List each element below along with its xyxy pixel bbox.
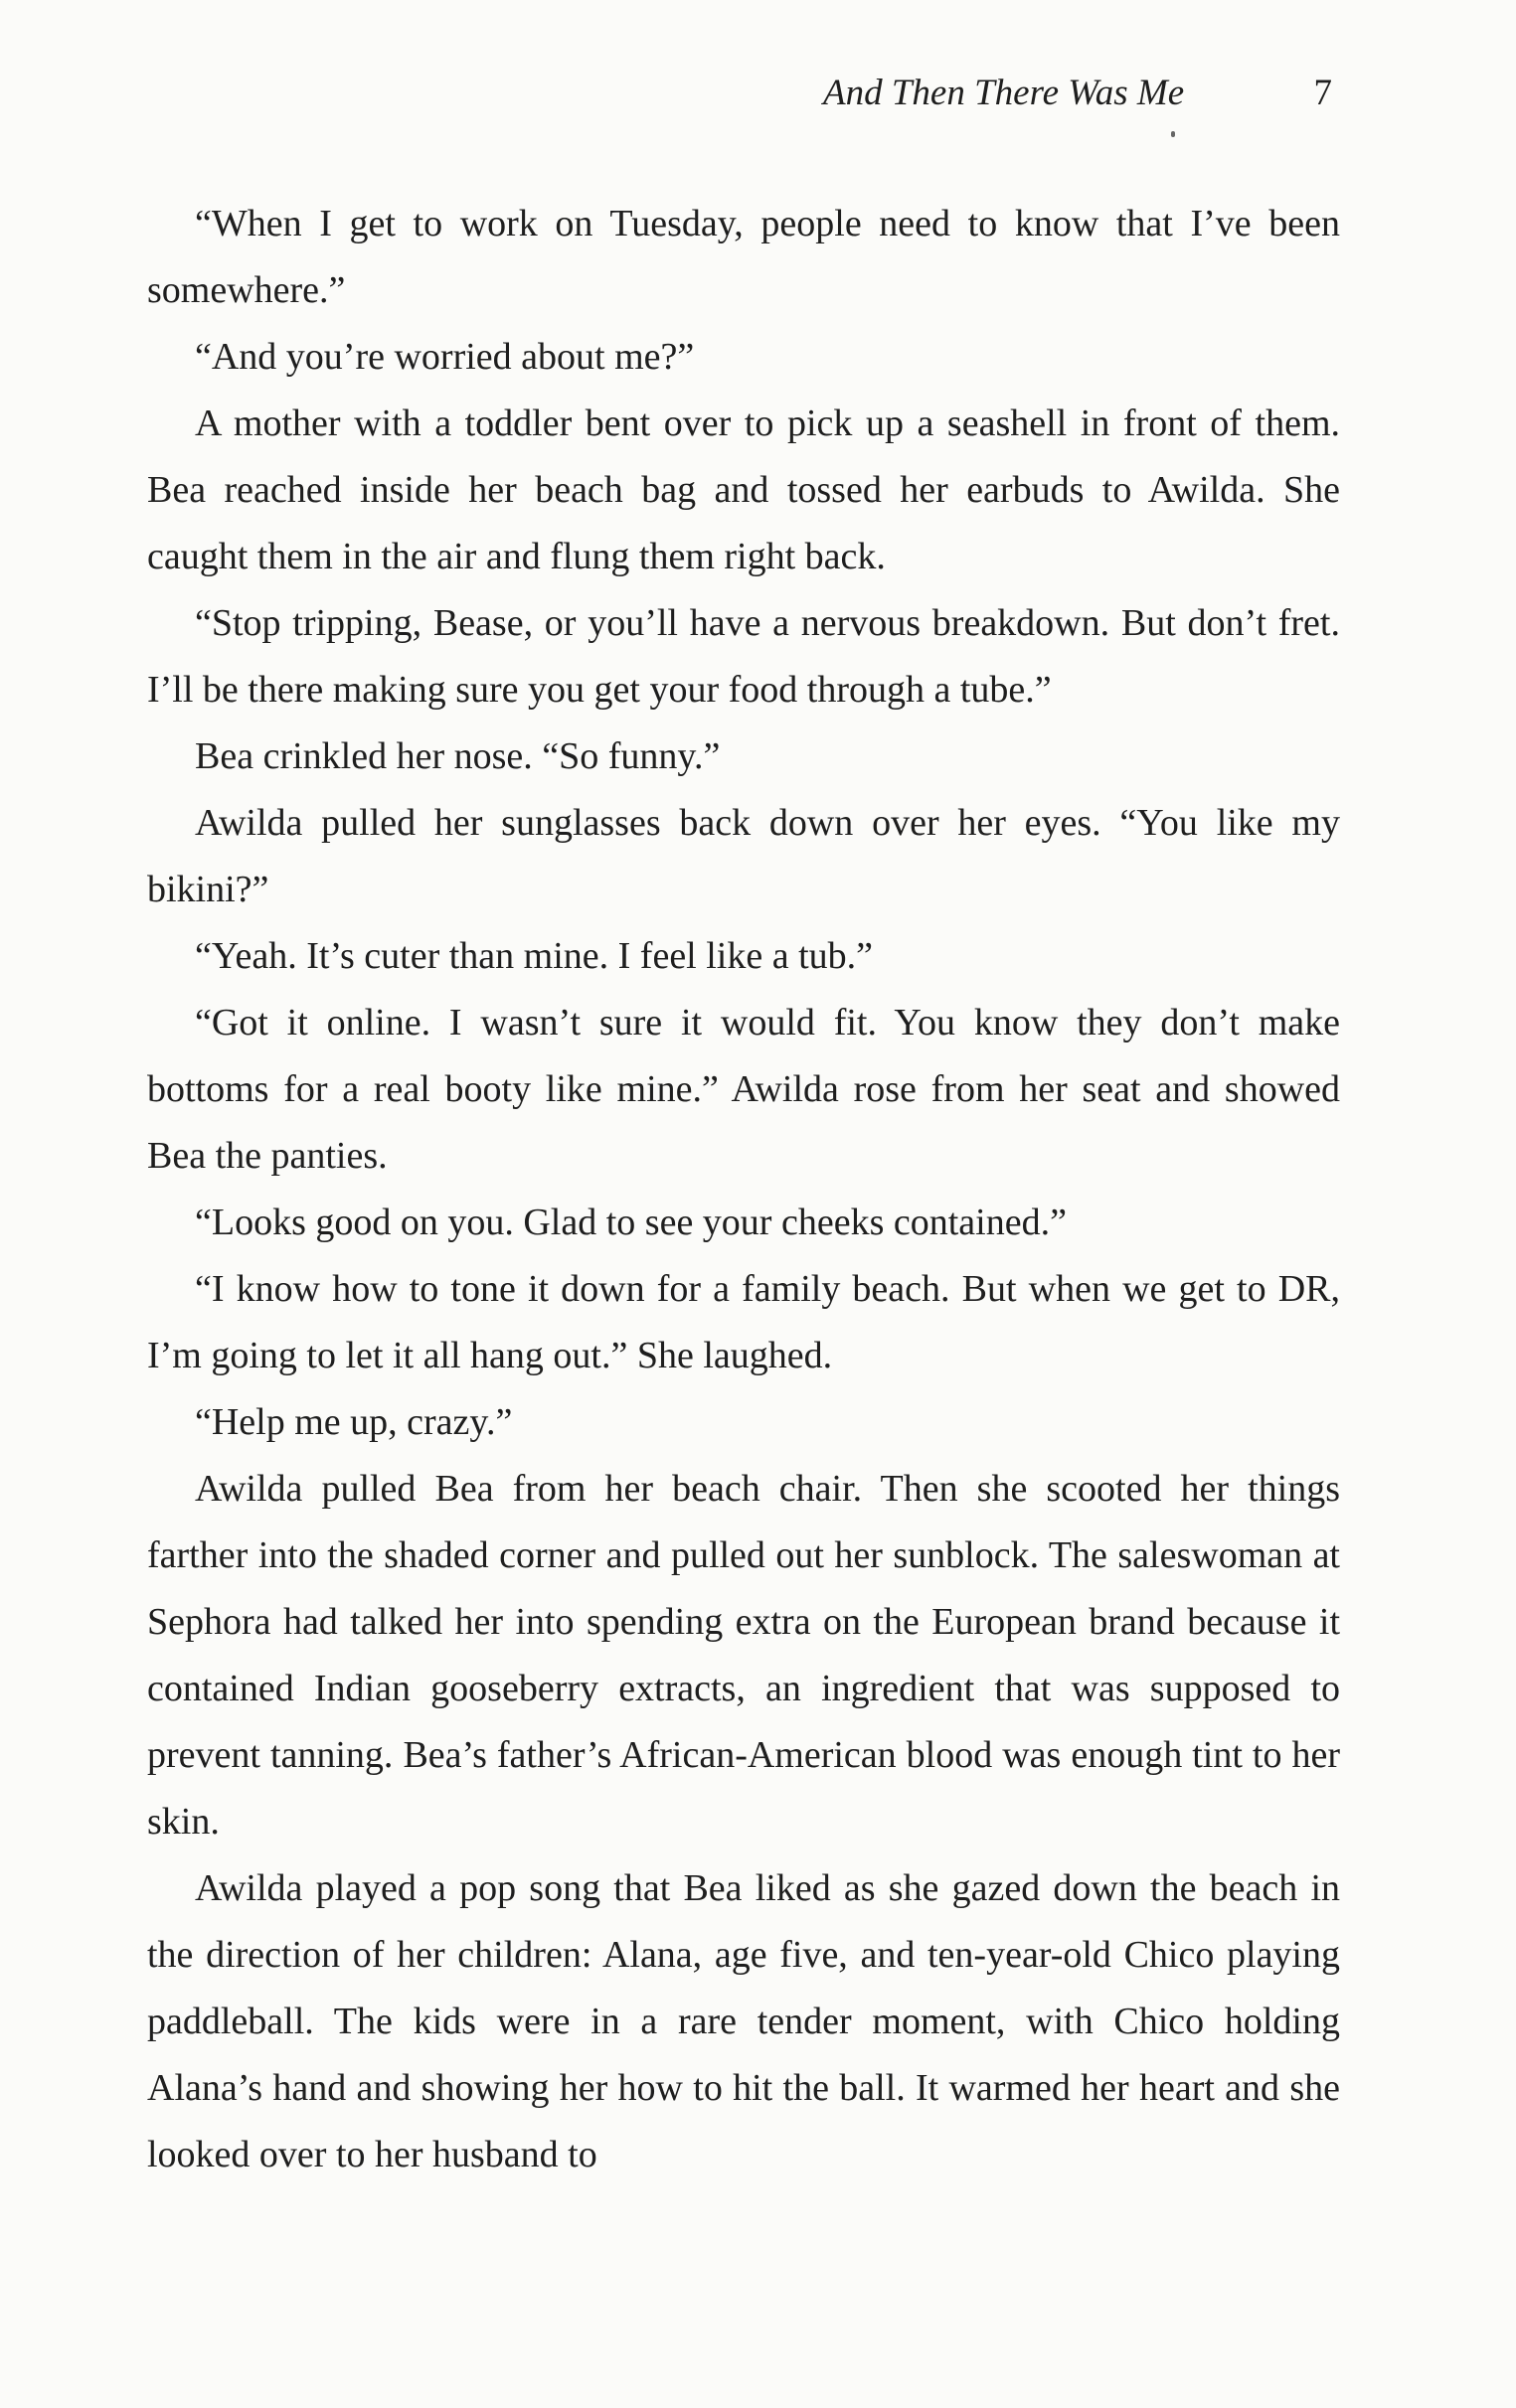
paragraph: “Got it online. I wasn’t sure it would fit. You know they don’t make bottoms for a real booty like mine.” Awilda rose from her seat and showed Bea the panties. — [147, 1002, 1340, 1177]
paragraph: A mother with a toddler bent over to pick up a seashell in front of them. Bea reached inside her beach bag and tossed her earbuds to Awilda. She caught them in the air and flung them right back. — [147, 402, 1340, 577]
running-head — [815, 68, 1337, 127]
paragraph: “I know how to tone it down for a family beach. But when we get to DR, I’m going to let it all hang out.” She laughed. — [147, 1268, 1340, 1376]
paragraph: “Looks good on you. Glad to see your cheeks contained.” — [195, 1202, 1067, 1243]
page-number: 7 — [1313, 73, 1332, 113]
paragraph: Awilda pulled her sunglasses back down over her eyes. “You like my bikini?” — [147, 802, 1340, 910]
print-speck — [1171, 131, 1175, 137]
paragraph: “Yeah. It’s cuter than mine. I feel like a tub.” — [195, 935, 874, 977]
paragraph: Awilda pulled Bea from her beach chair. Then she scooted her things farther into the shaded corner and pulled out her sunblock. The saleswoman at Sephora had talked her into spending extra on the European brand because it contained Indian gooseberry extracts, an ingredient that was supposed to prevent tanning. Bea’s father’s African-American blood was enough tint to her skin. — [147, 1468, 1340, 1843]
paragraph: “Stop tripping, Bease, or you’ll have a nervous breakdown. But don’t fret. I’ll be there making sure you get your food through a tube.” — [147, 602, 1340, 711]
running-title: And Then There Was Me — [823, 73, 1185, 113]
paragraph: Bea crinkled her nose. “So funny.” — [195, 735, 721, 777]
body-text — [147, 191, 1340, 2188]
paragraph: “When I get to work on Tuesday, people need to know that I’ve been somewhere.” — [147, 203, 1340, 311]
paragraph: “Help me up, crazy.” — [195, 1401, 513, 1443]
paragraph: “And you’re worried about me?” — [195, 336, 695, 378]
paragraph: Awilda played a pop song that Bea liked as she gazed down the beach in the direction of her children: Alana, age five, and ten-year-old Chico playing paddleball. The kids were in a rare tender moment, with Chico holding Alana’s hand and showing her how to hit the ball. It warmed her heart and she looked over to her husband to — [147, 1867, 1340, 2175]
